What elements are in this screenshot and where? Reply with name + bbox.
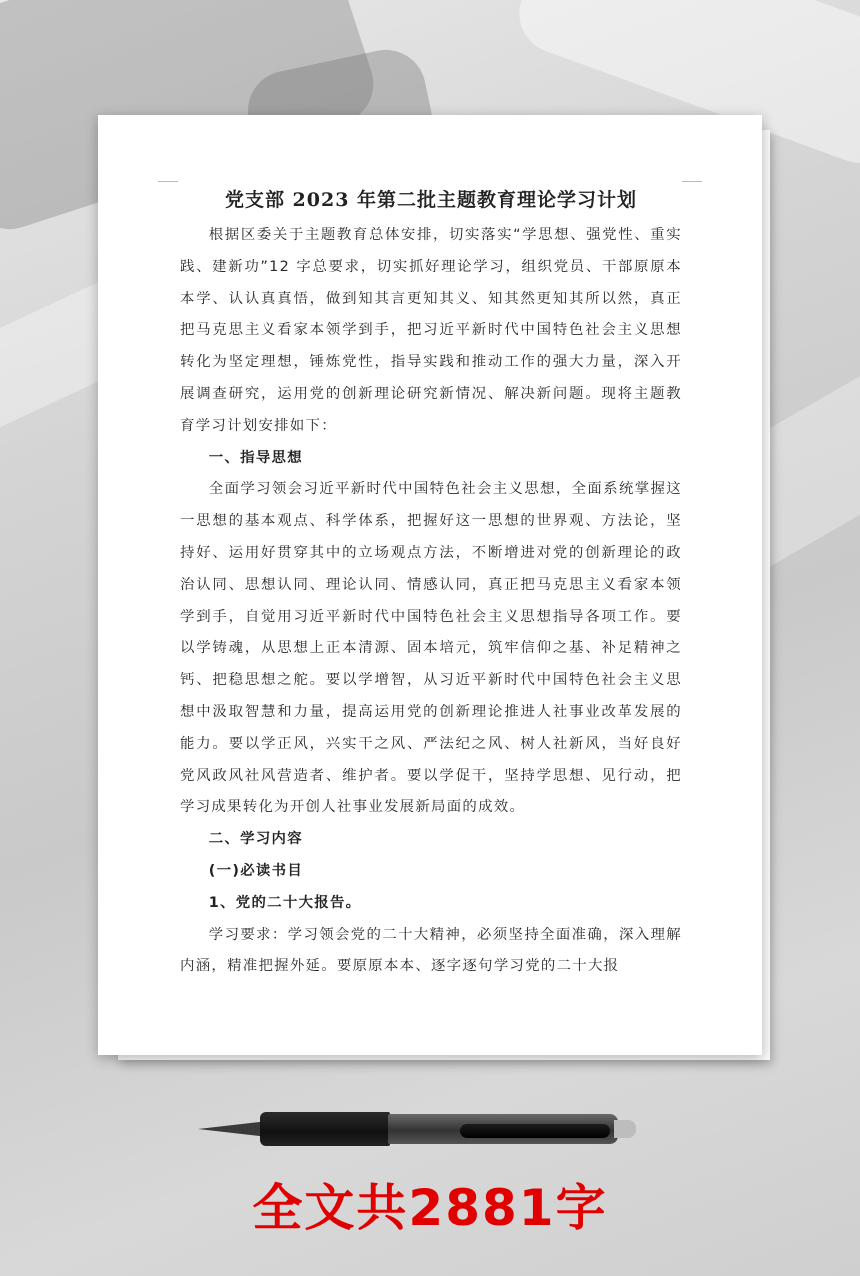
word-count-banner: 全文共2881字 [252, 1179, 608, 1237]
section-heading: 二、学习内容 [208, 831, 303, 848]
page-corner-mark [682, 181, 702, 182]
pen-cap [614, 1120, 636, 1138]
document-page [98, 115, 762, 1055]
section-heading: 一、指导思想 [208, 449, 303, 466]
page-corner-mark [158, 181, 178, 182]
body-paragraph: 学习要求：学习领会党的二十大精神，必须坚持全面准确，深入理解内涵，精准把握外延。要原原本本、逐字逐句学习党的二十大报 [180, 926, 682, 975]
intro-paragraph: 根据区委关于主题教育总体安排，切实落实“学思想、强党性、重实践、建新功”12 字总要求，切实抓好理论学习，组织党员、干部原原本本学、认认真真悟，做到知其言更知其义、知其然更知其所以然，真正把马克思主义看家本领学到手，把习近平新时代中国特色社会主义思想转化为坚定理想，锤炼党性，指导实践和推动工作的强大力量，深入开展调查研究，运用党的创新理论研究新情况、解决新问题。现将主题教育学习计划安排如下： [180, 227, 682, 434]
pen-clip [460, 1124, 610, 1138]
document-title: 党支部 2023 年第二批主题教育理论学习计划 [224, 189, 638, 211]
body-paragraph: 全面学习领会习近平新时代中国特色社会主义思想，全面系统掌握这一思想的基本观点、科学体系，把握好这一思想的世界观、方法论，坚持好、运用好贯穿其中的立场观点方法，不断增进对党的创新理论的政治认同、思想认同、理论认同、情感认同，真正把马克思主义看家本领学到手，自觉用习近平新时代中国特色社会主义思想指导各项工作。要以学铸魂，从思想上正本清源、固本培元，筑牢信仰之基、补足精神之钙、把稳思想之舵。要以学增智，从习近平新时代中国特色社会主义思想中汲取智慧和力量，提高运用党的创新理论推进人社事业改革发展的能力。要以学正风，兴实干之风、严法纪之风、树人社新风，当好良好党风政风社风营造者、维护者。要以学促干，坚持学思想、见行动，把学习成果转化为开创人社事业发展新局面的成效。 [180, 481, 682, 816]
pen-tip [198, 1121, 268, 1137]
pen-grip [260, 1112, 390, 1146]
item-heading: 1、党的二十大报告。 [208, 894, 362, 911]
subsection-heading: (一)必读书目 [208, 862, 304, 879]
document-content [180, 181, 682, 983]
pen-illustration [198, 1108, 638, 1148]
